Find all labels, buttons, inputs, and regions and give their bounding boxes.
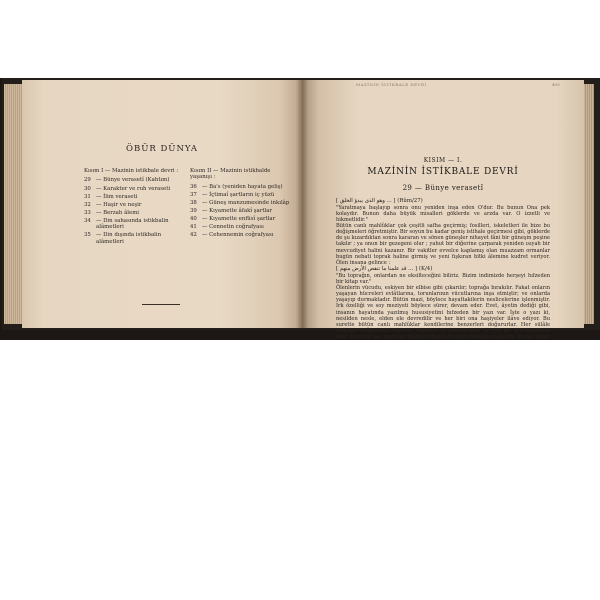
toc-item-text: — Ba's (yeniden hayata geliş) [202,183,283,190]
toc-item-number: 36 [190,183,197,190]
toc-item [190,208,294,214]
toc-item [190,192,294,198]
toc-item-number: 31 [84,193,91,200]
right-page [302,80,584,341]
toc-item [190,216,294,222]
toc-column-part-2 [190,168,294,241]
book-spine-gutter [296,80,308,328]
toc-item [84,177,188,183]
page-edges-right [584,84,594,324]
page-edges-left [4,84,22,324]
toc-heading: Kısım I — Mazinin istikbale devri : [84,168,179,174]
toc-item [190,232,294,238]
paragraph: "Yaratmaya başlayıp sonra onu yeniden inşa eden O'dur. Bu bunun Ona pek kolaydır. Bunun daha büyük misalleri göklerde ve arzda var. O izzetli ve hikmetlidir." [336,204,550,223]
toc-item-number: 35 [84,232,91,239]
toc-item-number: 34 [84,217,91,224]
toc-item-number: 29 [84,177,91,184]
toc-item-number: 32 [84,201,91,208]
left-page-title: ÖBÜR DÜNYA [126,144,198,154]
toc-item-number: 39 [190,208,197,215]
toc-item-number: 33 [84,209,91,216]
toc-item-number: 42 [190,232,197,239]
toc-item-text: — Haşir ve neşir [96,201,142,208]
toc-item-text: — Kıyamette enfüsî şartlar [202,216,276,223]
background-top [0,0,600,80]
toc-item-text: — Din dışında istikbalin alâmetleri [96,232,162,245]
paragraph: Ölenlerin vücudu, eskiyen bir elbise gibi çıkarılır; toprağa bırakılır. Fakat onların yaşayan hücreleri evlâtlarına, torunlarının vücutlarına inşa etmiştir; ve onlarda yaşayıp durmaktadır. Bütün mazi, böylece hayattakilerin neslicelerine işlenmiştir. Irk özelliği ve soy meziyeti böylece sürer, devam eder. Evet, âyetin dediği gibi, insanın hayatında yazılmış hususiyetini hıfzeden bir yazı var. İşte o yazı ki, nesilden nesle, elden ele devredilir ve her biri ona haşiyeler ilâve ediyor. Bu surette bütün canlı mahlûklar kendilerine benzerleri doğururlar. Her sülâle zamanla değişmekle beraber, mahiyet ve asliyetinden az çok bir şey muhafaza eder. Kıvırcık saç, parmak eklemelerinden birinin eksikliği neslicede hususi gelen [336,284,550,341]
toc-item [190,224,294,230]
toc-item-number: 37 [190,192,197,199]
toc-item [84,210,188,216]
toc-item-number: 30 [84,185,91,192]
toc-item-number: 41 [190,224,197,231]
toc-item [84,232,188,245]
toc-heading: Kısım II — Mazinin istikbalde yaşanışı : [190,168,271,181]
background-bottom [0,340,600,600]
chapter-title: MAZİNİN İSTİKBALE DEVRİ [367,167,519,177]
toc-item-text: — Güneş manzumesinde inkılâp [202,200,290,207]
paragraph: Bütün canlı mahlûklar çok çeşitli safha geçirmiş; fosilleri, iskeletleri ile bize bu değişmeleri öğretmiştir. Bir soyun bu kadar geniş istihale geçirmesi gibi, göklerde de şu kızardıktan sonra kararan ve sönen güneşler nihayet fâni bir güneşin peşine takılır ; ya onun bir gezegeni olur ; yahut bir diğerine çarparak yeniden ısıyah bir mevcudiyet halini kazanır. Bir vakitler evvelce kaplamış olan muazzam ormanlar bugün nebati toprak haline girmiş ve yeni fışkıran bitki âlemine kudret veriyor. Ölen insana gelince : [336,223,550,266]
toc-item-text: — Berzah âlemi [96,209,140,216]
toc-item [84,218,188,231]
section-heading: 29 — Bünye verasetî [402,184,484,192]
toc-item-number: 40 [190,216,197,223]
toc-item-text: — Din sahasında istikbalin alâmetleri [96,217,169,231]
toc-item-text: — İçtimaî şartların iç yüzü [202,192,275,199]
arabic-verse: [ قد علمنا ما تنقص الأرض منهم ... ] (K/4) [336,266,433,273]
running-head: MAZİNİN İSTİKBALE DEVRİ [356,82,427,87]
toc-item-text: — Cehennemin coğrafyası [202,232,274,239]
toc-item [84,186,188,192]
toc-item [84,202,188,208]
toc-item-text: — Cennetin coğrafyası [202,224,264,231]
toc-item-number: 38 [190,200,197,207]
toc-item [190,200,294,206]
arabic-verse: [ وهو الذى يبدؤ الخلق ... ] (Rûm/27) [336,198,423,204]
body-text [336,198,550,353]
page-number: 409 [552,82,560,87]
toc-item-text: — Bünye verasetî (Kahtım) [96,177,170,184]
toc-item [84,194,188,200]
toc-item-text: — Kıyamette âfakî şartlar [202,208,273,215]
section-divider [142,304,180,305]
toc-item [190,184,294,190]
toc-item-text: — Karakter ve ruh veraseti [96,185,171,192]
toc-column-part-1 [84,168,188,247]
paragraph: "Bu toprağın, onlardan ne eksilteceğini biliriz. Bizim indimizde herşeyi hıfzeden bir kitap var." [336,272,550,285]
left-page [22,80,302,328]
toc-item-text: — İlim veraseti [96,193,138,200]
part-label: KISIM — I. [423,157,463,164]
